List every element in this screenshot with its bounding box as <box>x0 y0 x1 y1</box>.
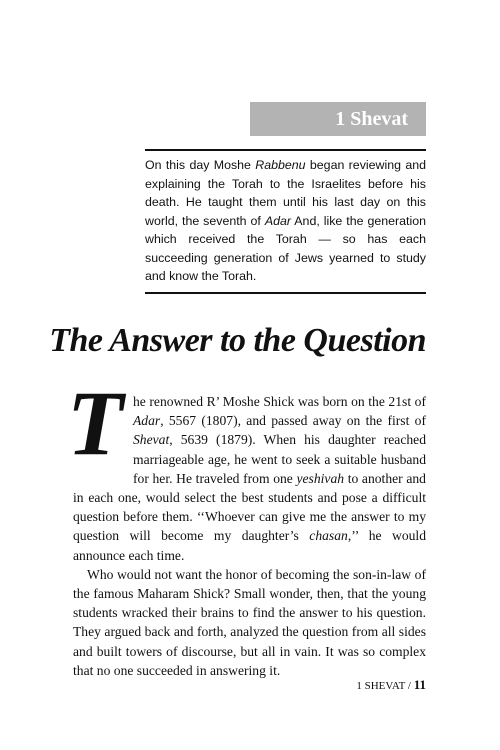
story-body <box>67 372 426 680</box>
page-footer <box>356 677 426 693</box>
italic-term: Rabbenu <box>255 158 306 172</box>
story-paragraph <box>67 372 426 565</box>
story-title: The Answer to the Question <box>49 322 426 359</box>
italic-term: yeshivah <box>296 470 345 486</box>
text-run: began reviewing and explaining the Torah to the Israelites before his death. He taught them until his last day on this world, the seventh of <box>145 158 427 228</box>
story-paragraph <box>73 565 426 680</box>
italic-term: chasan <box>309 528 348 544</box>
text-run: he renowned R’ Moshe Shick was born on the 21st of <box>133 394 426 409</box>
text-run: , 5639 (1879). When his daughter reached marriageable age, he went to seek a suitable husband for her. He traveled from one <box>133 432 426 486</box>
text-run: to another and in each one, would select the best students and pose a difficult question before them. ‘‘Whoever can give me the answer to my question will become my daughter’s <box>73 470 426 544</box>
running-head: 1 SHEVAT / <box>356 680 414 692</box>
text-run: On this day Moshe <box>145 158 256 172</box>
drop-cap: T <box>67 372 124 474</box>
italic-term: Adar <box>133 413 161 429</box>
page-number: 11 <box>413 677 426 692</box>
text-run: And, like the generation which received the Torah — so has each succeeding generation of Jews yearned to study and know the Torah. <box>145 213 427 283</box>
italic-term: Shevat <box>133 432 170 448</box>
intro-text <box>145 156 426 286</box>
intro-box <box>145 149 426 294</box>
text-run: ,’’ he would announce each time. <box>73 528 426 563</box>
date-banner <box>250 102 426 136</box>
text-run: , 5567 (1807), and passed away on the first of <box>160 413 426 429</box>
text-run: Who would not want the honor of becoming the son-in-law of the famous Maharam Shick? Small wonder, then, that the young students wracked their brains to find the answer to his question. They argued back and forth, analyzed the question from all sides and built towers of discourse, but all in vain. It was so complex that no one succeeded in answering it. <box>73 566 426 678</box>
date-banner-text: 1 Shevat <box>335 108 408 130</box>
italic-term: Adar <box>264 213 292 228</box>
